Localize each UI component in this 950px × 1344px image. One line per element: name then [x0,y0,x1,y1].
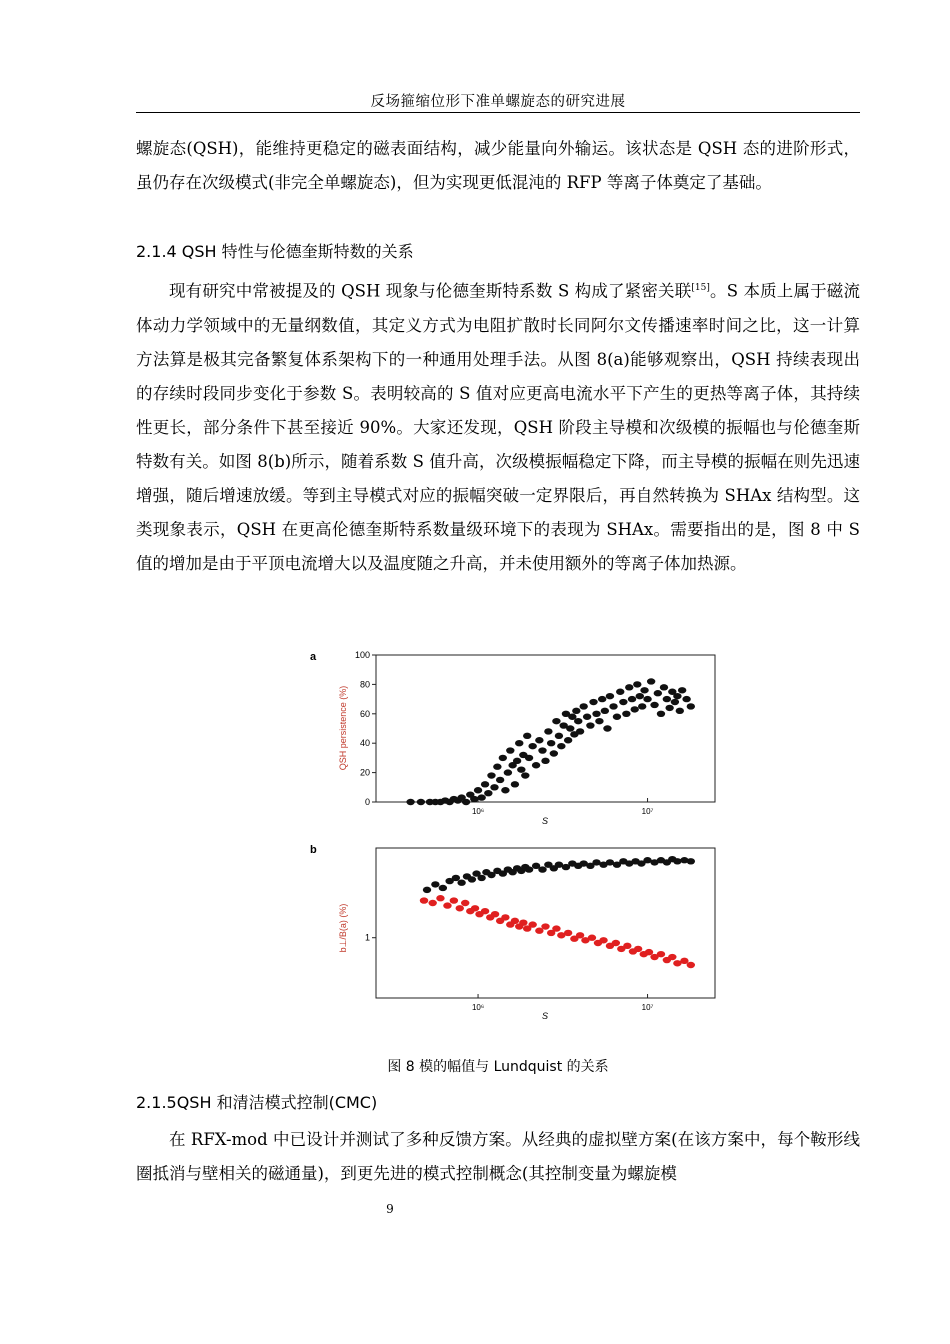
paragraph-3: 在 RFX-mod 中已设计并测试了多种反馈方案。从经典的虚拟壁方案(在该方案中，每个鞍形线圈抵消与壁相关的磁通量)，到更先进的模式控制概念(其控制变量为螺旋模 [136,1130,860,1183]
panel-b-point-s1-26 [564,930,572,936]
panel-b-point-s1-30 [588,935,596,941]
panel-a-point-s0-57 [589,699,597,705]
panel-b-point-s0-4 [452,875,460,881]
panel-a-ytick-label-2: 40 [359,738,370,749]
panel-a-label: a [310,651,317,663]
panel-b-point-s1-16 [511,918,519,924]
panel-b-point-s1-32 [599,937,607,943]
panel-b-ytick-labels [365,933,376,943]
panel-b-point-s1-14 [501,914,509,920]
panel-a-point-s0-26 [511,781,519,787]
panel-a-ytick-labels [355,650,376,807]
panel-a-ytick-label-4: 80 [359,679,370,690]
panel-a-xtick-labels [472,798,654,816]
panel-a-point-s0-77 [647,678,655,684]
panel-b-point-s1-10 [481,908,489,914]
panel-a-point-s0-14 [477,794,485,800]
panel-a-point-s0-88 [678,687,686,693]
panel-a-point-s0-75 [640,687,648,693]
panel-b-point-s1-3 [443,902,451,908]
panel-a-point-s0-62 [603,725,611,731]
panel-a-point-s0-68 [622,711,630,717]
panel-a-point-s0-20 [496,777,504,783]
panel-a-point-s0-76 [643,696,651,702]
header-rule [136,112,860,113]
panel-a-point-s0-47 [564,737,572,743]
panel-a-point-s0-18 [490,784,498,790]
panel-b-point-s1-18 [519,919,527,925]
panel-a-point-s0-16 [484,790,492,796]
panel-b-point-s1-34 [612,940,620,946]
panel-b-point-s1-20 [528,921,536,927]
panel-a-point-s0-82 [663,696,671,702]
panel-a-point-s0-78 [650,702,658,708]
panel-a-point-s0-12 [470,796,478,802]
panel-a-point-s0-36 [535,737,543,743]
panel-a-point-s0-33 [525,755,533,761]
panel-a-point-s0-72 [633,681,641,687]
panel-b-point-s1-46 [680,958,688,964]
panel-a-point-s0-15 [481,781,489,787]
panel-a-point-s0-70 [628,696,636,702]
panel-a-point-s0-41 [550,750,558,756]
panel-a-point-s0-90 [687,703,695,709]
panel-b-point-s1-42 [657,951,665,957]
panel-b-point-s1-5 [456,905,464,911]
panel-a-point-s0-71 [631,706,639,712]
panel-a-point-s0-27 [513,758,521,764]
panel-a-point-s0-23 [504,769,512,775]
panel-b-point-s1-6 [461,900,469,906]
panel-b-point-s0-19 [525,866,533,872]
panel-a-ytick-label-1: 20 [359,767,370,778]
panel-a-points [406,678,695,805]
panel-b-point-s0-21 [538,866,546,872]
panel-a-point-s0-83 [665,705,673,711]
panel-a-point-s0-44 [557,743,565,749]
panel-a-point-s0-65 [613,714,621,720]
panel-a-point-s0-53 [576,728,584,734]
section-heading-2-1-5: 2.1.5QSH 和清洁模式控制(CMC) [136,1093,378,1112]
panel-b-point-s0-9 [477,875,485,881]
panel-a-point-s0-79 [654,690,662,696]
panel-b-point-s1-1 [428,900,436,906]
panel-b-point-s1-0 [420,897,428,903]
panel-a-point-s0-73 [636,693,644,699]
panel-a-frame [376,655,715,802]
running-header: 反场箍缩位形下准单螺旋态的研究进展 [370,94,626,110]
panel-a-point-s0-74 [638,703,646,709]
panel-a-point-s0-89 [682,696,690,702]
panel-a-point-s0-43 [555,733,563,739]
panel-b-point-s1-44 [668,954,676,960]
panel-a-point-s0-66 [616,689,624,695]
paragraph-2-part-b: 。S 本质上属于磁流体动力学领域中的无量纲数值，其定义方式为电阻扩散时长同阿尔文传播速率时间之比，这一计算方法算是极其完备繁复体系架构下的一种通用处理手法。从图 8(a)能够观察出，QSH 持续表现出的存续时段同步变化于参数 S。表明较高的 S 值对应更高电流水平下产生的更热等离子体，其持续性更长，部分条件下甚至接近 90%。大家还发现，QSH 阶段主导模和次级模的振幅也与伦德奎斯特数有关。如图 8(b)所示，随着系数 S 值升高，次级模振幅稳定下降，而主导模的振幅在则先迅速增强，随后增速放缓。等到主导模式对应的振幅突破一定界限后，再自然转换为 SHAx 结构型。这类现象表示，QSH 在更高伦德奎斯特系数量级环境下的表现为 SHAx。需要指出的是，图 8 中 S 值的增加是由于平顶电流增大以及温度随之升高，并未使用额外的等离子体加热源。 [136,281,860,573]
paragraph-2-part-a: 现有研究中常被提及的 QSH 现象与伦德奎斯特系数 S 构成了紧密关联 [169,281,692,301]
panel-a-point-s0-35 [532,762,540,768]
panel-a-point-s0-39 [544,728,552,734]
section-heading-2-1-4: 2.1.4 QSH 特性与伦德奎斯特数的关系 [136,242,414,261]
paragraph-1: 螺旋态(QSH)，能维持更稳定的磁表面结构，减少能量向外输运。该状态是 QSH 态的进阶形式，虽仍存在次级模式(非完全单螺旋态)，但为实现更低混沌的 RFP 等离子体奠定了基础。 [136,139,860,192]
panel-a-point-s0-51 [572,708,580,714]
panel-a-point-s0-28 [515,740,523,746]
panel-b-point-s1-8 [471,905,479,911]
panel-a-point-s0-60 [598,696,606,702]
panel-a-point-s0-55 [583,714,591,720]
panel-a-ylabel: QSH persistence (%) [338,685,348,771]
panel-b-ylabel: b⊥/B(a) (%) [338,903,348,953]
panel-a-point-s0-1 [417,799,425,805]
panel-a-point-s0-59 [595,718,603,724]
panel-b-points [420,856,695,968]
panel-b-point-s1-2 [436,895,444,901]
panel-a-point-s0-86 [673,693,681,699]
panel-a-point-s0-31 [521,772,529,778]
panel-b-point-s1-36 [623,943,631,949]
panel-a-point-s0-69 [625,684,633,690]
panel-b-point-s0-5 [457,880,465,886]
panel-a-point-s0-58 [592,711,600,717]
panel-a-ytick-label-3: 60 [359,708,370,719]
panel-a-point-s0-61 [601,708,609,714]
panel-a-point-s0-0 [406,799,414,805]
panel-a-point-s0-34 [528,743,536,749]
panel-b-xlabel: S [541,1011,549,1021]
panel-a-xlabel: S [541,816,549,826]
panel-b-point-s1-12 [491,911,499,917]
panel-a-point-s0-87 [676,708,684,714]
panel-b-xtick-labels [472,994,654,1012]
panel-a-point-s0-29 [517,766,525,772]
panel-b-point-s1-40 [645,949,653,955]
panel-a-point-s0-56 [586,722,594,728]
panel-a-point-s0-19 [493,764,501,770]
panel-a-point-s0-32 [523,733,531,739]
panel-b-point-s1-38 [634,946,642,952]
panel-b-point-s1-47 [687,962,695,968]
panel-b-xtick-label-1: 10⁷ [641,1003,654,1012]
panel-a-ytick-label-0: 0 [364,797,370,807]
panel-a-point-s0-64 [609,703,617,709]
panel-a-point-s0-67 [619,699,627,705]
panel-b-point-s0-43 [673,858,681,864]
panel-a-point-s0-38 [541,758,549,764]
panel-a-point-s0-80 [657,711,665,717]
panel-a-xtick-label-0: 10⁶ [471,807,485,816]
panel-a-point-s0-52 [574,718,582,724]
paragraph-2 [136,271,860,581]
panel-a-point-s0-13 [474,787,482,793]
panel-b-point-s0-7 [468,876,476,882]
panel-a-point-s0-42 [552,718,560,724]
panel-a-xtick-label-1: 10⁷ [641,807,654,816]
panel-a-point-s0-10 [462,799,470,805]
panel-a-point-s0-54 [579,703,587,709]
panel-b-point-s0-2 [439,885,447,891]
panel-a-point-s0-24 [506,747,514,753]
panel-a-point-s0-81 [660,684,668,690]
figure-8 [300,640,740,1030]
panel-b-point-s1-28 [576,932,584,938]
panel-a-point-s0-17 [487,772,495,778]
panel-b-point-s0-45 [687,858,695,864]
panel-a-point-s0-63 [606,693,614,699]
panel-b-point-s0-1 [431,881,439,887]
panel-a-ytick-label-5: 100 [354,650,370,660]
page-number: 9 [386,1202,394,1216]
panel-a-point-s0-48 [566,725,574,731]
panel-b-xtick-label-0: 10⁶ [471,1003,485,1012]
panel-b-point-s1-4 [450,897,458,903]
panel-a-point-s0-85 [671,699,679,705]
panel-a-point-s0-22 [501,787,509,793]
panel-a-point-s0-40 [547,740,555,746]
panel-b-label: b [310,844,317,856]
figure-caption: 图 8 模的幅值与 Lundquist 的关系 [387,1059,609,1075]
panel-b-point-s0-0 [423,887,431,893]
panel-b-point-s1-22 [541,923,549,929]
panel-a-point-s0-21 [499,755,507,761]
panel-a-point-s0-37 [538,747,546,753]
citation-ref[interactable]: [15] [691,283,710,293]
panel-b-ytick-label-0: 1 [364,932,370,943]
panel-b-point-s1-24 [552,925,560,931]
